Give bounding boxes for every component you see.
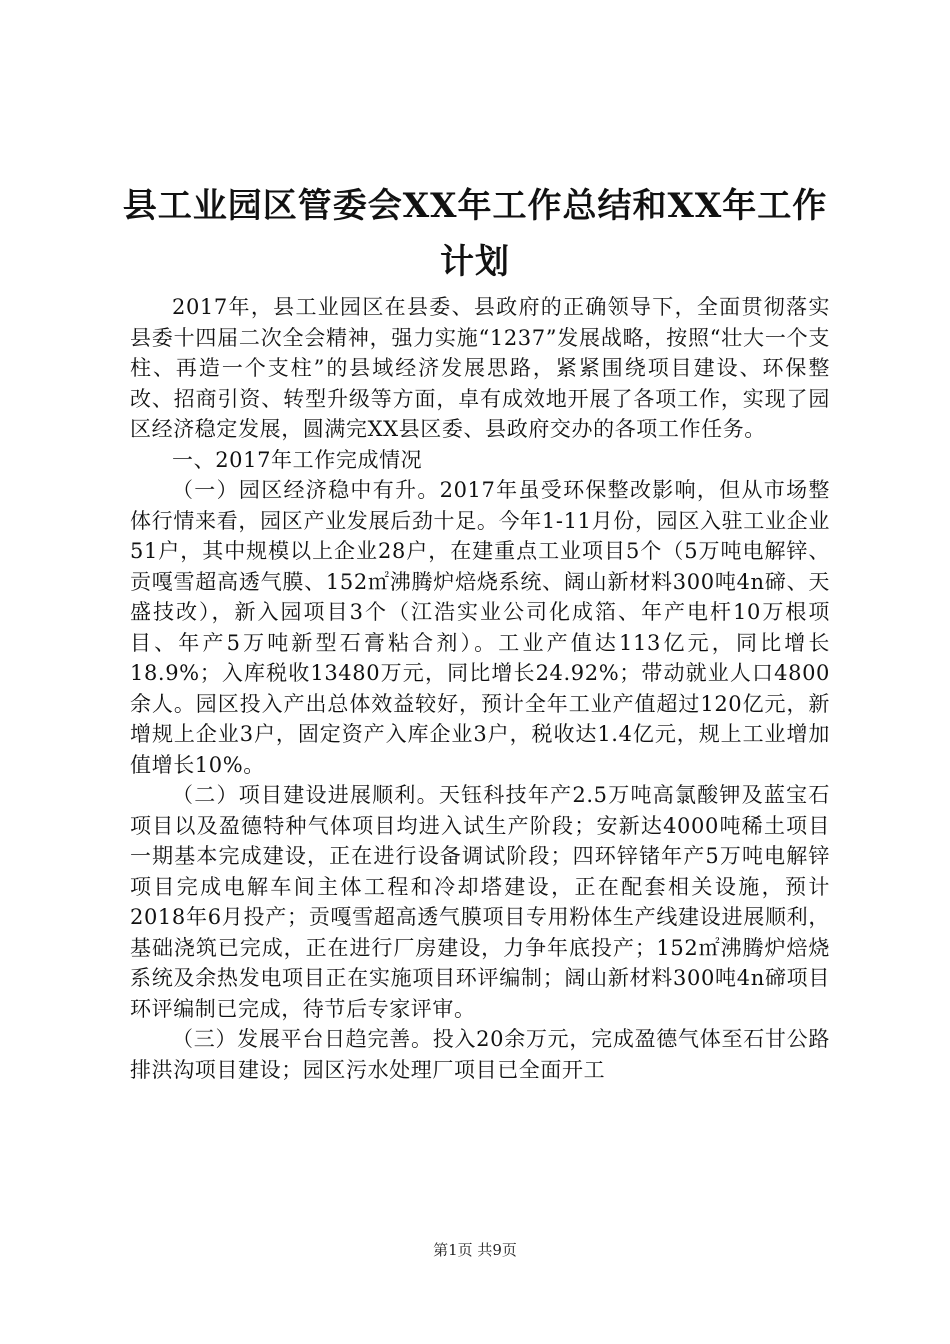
paragraph-projects: （二）项目建设进展顺利。天钰科技年产2.5万吨高氯酸钾及蓝宝石项目以及盈德特种气体项目均进入试生产阶段；安新达4000吨稀土项目一期基本完成建设，正在进行设备调试阶段；四环锌锗年产5万吨电解锌项目完成电解车间主体工程和冷却塔建设，正在配套相关设施，预计2018年6月投产；贡嘎雪超高透气膜项目专用粉体生产线建设进展顺利，基础浇筑已完成，正在进行厂房建设，力争年底投产；152㎡沸腾炉焙烧系统及余热发电项目正在实施项目环评编制；阔山新材料300吨4n碲项目环评编制已完成，待节后专家评审。 [130,783,830,1021]
document-body [130,292,830,1085]
page-footer: 第1页 共9页 [433,1241,517,1259]
paragraph-economy: （一）园区经济稳中有升。2017年虽受环保整改影响，但从市场整体行情来看，园区产业发展后劲十足。今年1-11月份，园区入驻工业企业51户，其中规模以上企业28户，在建重点工业项目5个（5万吨电解锌、贡嘎雪超高透气膜、152㎡沸腾炉焙烧系统、阔山新材料300吨4n碲、天盛技改），新入园项目3个（江浩实业公司化成箔、年产电杆10万根项目、年产5万吨新型石膏粘合剂）。工业产值达113亿元，同比增长18.9%；入库税收13480万元，同比增长24.92%；带动就业人口4800余人。园区投入产出总体效益较好，预计全年工业产值超过120亿元，新增规上企业3户，固定资产入库企业3户，税收达1.4亿元，规上工业增加值增长10%。 [130,478,830,777]
paragraph-intro: 2017年，县工业园区在县委、县政府的正确领导下，全面贯彻落实县委十四届二次全会精神，强力实施“1237”发展战略，按照“壮大一个支柱、再造一个支柱”的县域经济发展思路，紧紧围绕项目建设、环保整改、招商引资、转型升级等方面，卓有成效地开展了各项工作，实现了园区经济稳定发展，圆满完XX县区委、县政府交办的各项工作任务。 [130,295,830,441]
section-heading: 一、2017年工作完成情况 [172,447,423,472]
paragraph-platform: （三）发展平台日趋完善。投入20余万元，完成盈德气体至石甘公路排洪沟项目建设；园区污水处理厂项目已全面开工 [130,1027,830,1082]
document-title: 县工业园区管委会XX年工作总结和XX年工作计划 [122,186,828,282]
